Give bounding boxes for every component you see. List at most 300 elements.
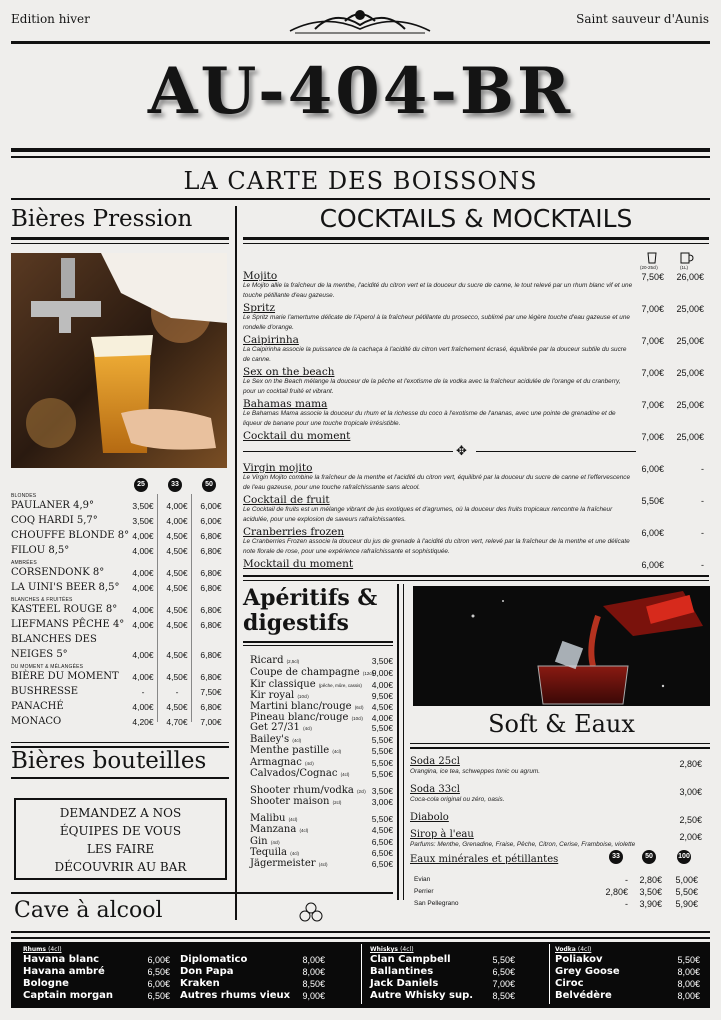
size-50-icon: 50 xyxy=(202,478,216,492)
beer-price: 4,00€ xyxy=(132,546,154,556)
spirits-volume: (4cl) xyxy=(48,946,62,953)
aperitif-price: 9,50€ xyxy=(371,691,393,701)
aperitif-label: Menthe pastille xyxy=(250,745,330,756)
spirit-row xyxy=(555,954,700,966)
spirits-heading xyxy=(555,946,700,954)
beer-price: 4,00€ xyxy=(166,516,188,526)
size-25-icon: 25 xyxy=(134,478,148,492)
spirit-row xyxy=(23,954,170,966)
spirit-price: 8,50€ xyxy=(302,979,325,989)
aperitif-label: Ricard xyxy=(250,655,284,666)
drink-price-pitcher: 25,00€ xyxy=(676,336,704,346)
aperitif-price: 4,50€ xyxy=(371,702,393,712)
drink-name: Cranberries frozen xyxy=(243,526,345,538)
aperitif-name xyxy=(250,796,341,807)
beer-price: 3,50€ xyxy=(132,516,154,526)
water-price: 5,90€ xyxy=(675,899,698,909)
spirit-name: Diplomatico xyxy=(180,954,248,965)
beer-price: 4,20€ xyxy=(132,717,154,727)
note-line: DÉCOUVRIR AU BAR xyxy=(54,860,187,874)
aperitif-price: 3,50€ xyxy=(371,786,393,796)
beer-price: 4,00€ xyxy=(132,650,154,660)
drink-name: Cocktail de fruit xyxy=(243,494,330,506)
aperitif-row xyxy=(250,847,393,858)
aperitif-price: 4,50€ xyxy=(371,825,393,835)
aperitif-price: 4,00€ xyxy=(371,713,393,723)
spirit-name: Poliakov xyxy=(555,954,603,965)
drink-name: Caipirinha xyxy=(243,334,299,346)
diamond-ornament-icon: ✥ xyxy=(456,444,467,459)
aperitif-price: 6,50€ xyxy=(371,837,393,847)
water-name: Evian xyxy=(414,876,431,883)
spirit-row xyxy=(23,978,170,990)
beer-row xyxy=(11,500,226,514)
aperitif-row xyxy=(250,785,393,796)
water-price: 2,80€ xyxy=(605,887,628,897)
soft-name: Soda 25cl xyxy=(410,756,460,767)
spirits-column xyxy=(370,946,515,1002)
water-name: Perrier xyxy=(414,888,434,895)
drink-price-pitcher: - xyxy=(701,496,704,506)
spirit-price: 5,50€ xyxy=(492,955,515,965)
spirit-name: Havana blanc xyxy=(23,954,100,965)
spirit-name: Don Papa xyxy=(180,966,234,977)
bottle-beer-title: Bières bouteilles xyxy=(11,748,207,774)
drink-price-glass: 7,50€ xyxy=(641,272,664,282)
beer-price: 4,00€ xyxy=(166,501,188,511)
beer-price: 4,00€ xyxy=(132,702,154,712)
aperitif-row xyxy=(250,722,393,733)
drink-price-pitcher: - xyxy=(701,560,704,570)
aperitif-name xyxy=(250,757,314,768)
water-50-icon: 50 xyxy=(642,850,656,864)
spirit-name: Autres rhums vieux xyxy=(180,990,291,1001)
beer-name: PAULANER 4,9° xyxy=(11,500,94,511)
beer-name: BUSHRESSE xyxy=(11,686,79,697)
spirits-column xyxy=(555,946,700,1002)
soft-title: Soft & Eaux xyxy=(488,710,635,738)
aperitif-volume: (4cl) xyxy=(305,761,314,766)
beer-row xyxy=(11,716,226,730)
aperitif-name xyxy=(250,679,362,690)
drink-price-glass: 7,00€ xyxy=(641,304,664,314)
aperitif-row xyxy=(250,858,393,869)
spirit-name: Grey Goose xyxy=(555,966,620,977)
aperitif-name xyxy=(250,824,308,835)
drink-description: Le Mojito allie la fraîcheur de la menthe, l'acidité du citron vert et la douceur du sucre de canne, le tout relevé par un rhum blanc vif et une touche pétillante d'eau gazeuse. xyxy=(243,282,633,299)
soft-name: Soda 33cl xyxy=(410,784,460,795)
drink-price-pitcher: 25,00€ xyxy=(676,368,704,378)
drink-description: La Caipirinha associe la puissance de la cachaça à l'acidité du citron vert fraîchement écrasé, équilibrée par la douceur subtile du sucre de canne. xyxy=(243,346,627,363)
spirit-row xyxy=(555,978,700,990)
aperitif-price: 6,50€ xyxy=(371,859,393,869)
aperitif-volume: (12cl) xyxy=(362,671,375,676)
aperitif-label: Malibu xyxy=(250,813,286,824)
beer-price: 4,50€ xyxy=(166,583,188,593)
aperitif-volume: (4cl) xyxy=(288,817,298,822)
beer-row xyxy=(11,530,226,544)
aperitif-label: Jägermeister xyxy=(250,858,316,869)
water-price: - xyxy=(625,899,628,909)
beer-name: BIÈRE DU MOMENT xyxy=(11,671,119,682)
spirit-price: 6,00€ xyxy=(147,955,170,965)
beer-price: 4,00€ xyxy=(132,672,154,682)
water-33-icon: 33 xyxy=(609,850,623,864)
beer-row xyxy=(11,686,226,700)
beer-name: KASTEEL ROUGE 8° xyxy=(11,604,118,615)
note-line: DEMANDEZ A NOS xyxy=(59,806,182,820)
beer-row xyxy=(11,582,226,596)
water-price: - xyxy=(625,875,628,885)
drink-description: Le Cranberries Frozen associe la douceur du jus de grenade à l'acidité du citron vert, relevé par la fraîcheur de la menthe et une délicate note florale de rose, pour une expérience rafraîchissante et sophistiquée. xyxy=(243,538,630,555)
aperitif-label: Kir classique xyxy=(250,679,316,690)
aperitif-label: Bailey's xyxy=(250,734,290,745)
drink-name: Mojito xyxy=(243,270,278,282)
beer-row xyxy=(11,515,226,529)
size-33-icon: 33 xyxy=(168,478,182,492)
spirit-name: Bologne xyxy=(23,978,69,989)
drink-description: Le Bahamas Mama associe la douceur du rhum et la richesse du coco à l'exotisme de l'ananas, avec une pointe de grenadine et de liqueur de banane pour une touche tropicale irrésistible. xyxy=(243,410,616,427)
soft-price: 3,00€ xyxy=(679,787,702,797)
beer-price: 4,50€ xyxy=(166,605,188,615)
drink-name: Cocktail du moment xyxy=(243,430,351,442)
beer-price: 6,80€ xyxy=(200,568,222,578)
beer-name: NEIGES 5° xyxy=(11,649,68,660)
beer-price: 4,50€ xyxy=(166,702,188,712)
beer-row xyxy=(11,634,226,648)
aperitifs-title-line: Apéritifs & xyxy=(243,585,378,611)
beer-price: 4,50€ xyxy=(166,620,188,630)
aperitif-row xyxy=(250,690,393,701)
spirit-row xyxy=(555,990,700,1002)
aperitif-name xyxy=(250,813,297,824)
beer-price: 4,50€ xyxy=(166,672,188,682)
aperitif-name xyxy=(250,655,299,666)
spirit-price: 5,50€ xyxy=(677,955,700,965)
aperitif-row xyxy=(250,745,393,756)
aperitif-volume: (10cl) xyxy=(351,716,363,721)
aperitif-name xyxy=(250,722,312,733)
aperitif-row xyxy=(250,836,393,847)
beer-price: 4,70€ xyxy=(166,717,188,727)
spirit-row xyxy=(180,990,325,1002)
beer-price: 4,00€ xyxy=(132,620,154,630)
aperitif-price: 5,50€ xyxy=(371,746,393,756)
spirits-heading xyxy=(370,946,515,954)
spirit-row xyxy=(370,990,515,1002)
note-line: LES FAIRE xyxy=(86,842,155,856)
aperitif-name xyxy=(250,785,366,796)
aperitif-price: 5,50€ xyxy=(371,758,393,768)
beer-price: - xyxy=(141,687,145,697)
aperitif-price: 5,50€ xyxy=(371,723,393,733)
spirit-row xyxy=(370,978,515,990)
drink-price-pitcher: 25,00€ xyxy=(676,400,704,410)
beer-row xyxy=(11,701,226,715)
soft-description: Orangina, ice tea, schweppes tonic ou agrum. xyxy=(410,768,541,775)
menu-subtitle: LA CARTE DES BOISSONS xyxy=(183,167,538,195)
aperitif-price: 3,50€ xyxy=(371,656,393,666)
spirit-price: 9,00€ xyxy=(302,991,325,1001)
beer-category-label: DU MOMENT & MÉLANGÉES xyxy=(11,664,84,670)
beer-price: 6,80€ xyxy=(200,672,222,682)
spirit-price: 6,00€ xyxy=(147,979,170,989)
beer-name: COQ HARDI 5,7° xyxy=(11,515,98,526)
aperitif-volume: (4cl) xyxy=(270,840,280,845)
bottle-beer-note xyxy=(14,798,227,880)
aperitif-name xyxy=(250,836,280,847)
spirit-price: 8,00€ xyxy=(677,979,700,989)
aperitif-label: Martini blanc/rouge xyxy=(250,701,352,712)
aperitif-volume: (2cl) xyxy=(357,789,366,794)
spirits-heading-label: Rhums xyxy=(23,946,46,953)
beer-price: 4,50€ xyxy=(166,546,188,556)
drink-price-glass: 5,50€ xyxy=(641,496,664,506)
spirits-heading-label: Whiskys xyxy=(370,946,398,953)
water-price: 3,90€ xyxy=(639,899,662,909)
aperitif-volume: (pêche, mûre, cassis) xyxy=(318,683,362,688)
ornament-icon xyxy=(285,3,435,37)
brand-title: AU-404-BR xyxy=(147,54,574,129)
water-price: 5,50€ xyxy=(675,887,698,897)
aperitif-volume: (4cl) xyxy=(292,738,302,743)
spirit-price: 8,00€ xyxy=(677,967,700,977)
aperitif-label: Shooter rhum/vodka xyxy=(250,785,354,796)
beer-price: 6,80€ xyxy=(200,583,222,593)
pitcher-icon xyxy=(678,251,694,265)
aperitif-label: Armagnac xyxy=(250,757,302,768)
aperitif-name xyxy=(250,768,349,779)
beer-price: 6,80€ xyxy=(200,650,222,660)
beer-name: MONACO xyxy=(11,716,62,727)
beer-price: 4,50€ xyxy=(166,531,188,541)
drink-description: Le Sex on the Beach mélange la douceur de la pêche et l'exotisme de la vodka avec la fraîcheur acidulée de l'orange et du cranberry, pour un cocktail fruité et vibrant. xyxy=(243,378,621,395)
drink-description: Le Cocktail de fruits est un mélange vibrant de jus exotiques et d'agrumes, où la douceur des fruits tropicaux rencontre la fraîcheur acidulée, pour une explosion de saveurs rafraîchissantes. xyxy=(243,506,613,523)
drink-price-glass: 7,00€ xyxy=(641,400,664,410)
spirits-heading xyxy=(23,946,170,954)
soft-description: Coca-cola original ou zéro, oasis. xyxy=(410,796,505,803)
aperitif-label: Kir royal xyxy=(250,690,295,701)
beer-price: 6,80€ xyxy=(200,702,222,712)
aperitif-label: Calvados/Cognac xyxy=(250,768,338,779)
beer-name: LIEFMANS PÊCHE 4° xyxy=(11,619,125,630)
aperitif-volume: (2cl) xyxy=(332,800,342,805)
aperitif-price: 3,00€ xyxy=(371,797,393,807)
spirits-column xyxy=(180,946,325,1002)
aperitif-name xyxy=(250,734,301,745)
aperitif-volume: (4cl) xyxy=(299,828,309,833)
spirit-price: 8,00€ xyxy=(302,967,325,977)
glass-size-label: (20-25cl) xyxy=(640,265,658,270)
beer-price: 4,50€ xyxy=(166,568,188,578)
beer-price: 6,80€ xyxy=(200,531,222,541)
beer-price: 4,00€ xyxy=(132,568,154,578)
drink-description: Le Virgin Mojito combine la fraîcheur de la menthe et l'acidité du citron vert, équilibré par la douceur du sucre de canne et l'effervescence de l'eau gazeuse, pour une touche rafraîchissante sans alcool. xyxy=(243,474,631,491)
pitcher-size-label: (1L) xyxy=(680,265,689,270)
aperitif-volume: (2,5cl) xyxy=(286,659,300,664)
spirit-price: 8,00€ xyxy=(677,991,700,1001)
aperitif-row xyxy=(250,824,393,835)
aperitif-volume: (6cl) xyxy=(354,705,364,710)
aperitif-row xyxy=(250,667,393,678)
draft-beer-title: Bières Pression xyxy=(11,206,193,232)
spirits-column xyxy=(23,946,170,1002)
edition-label: Edition hiver xyxy=(11,12,90,26)
spirit-row xyxy=(370,966,515,978)
water-name: San Pellegrano xyxy=(414,900,459,907)
aperitif-row xyxy=(250,734,393,745)
waters-title: Eaux minérales et pétillantes xyxy=(410,854,559,865)
beer-price: 6,00€ xyxy=(200,516,222,526)
spirit-row xyxy=(180,954,325,966)
beer-row xyxy=(11,649,226,663)
beer-category-label: BLANCHES & FRUITÉES xyxy=(11,597,73,603)
aperitif-name xyxy=(250,858,327,869)
aperitif-name xyxy=(250,745,341,756)
beer-name: CHOUFFE BLONDE 8° xyxy=(11,530,130,541)
beer-row xyxy=(11,619,226,633)
spirits-volume: (4cl) xyxy=(577,946,592,953)
aperitif-row xyxy=(250,679,393,690)
spirit-name: Clan Campbell xyxy=(370,954,451,965)
spirit-name: Ballantines xyxy=(370,966,434,977)
beer-name: LA UINI'S BEER 8,5° xyxy=(11,582,120,593)
aperitif-row xyxy=(250,701,393,712)
drink-name: Bahamas mama xyxy=(243,398,328,410)
beer-name: FILOU 8,5° xyxy=(11,545,70,556)
aperitif-name xyxy=(250,690,309,701)
beer-price: 6,80€ xyxy=(200,546,222,556)
spirit-price: 8,00€ xyxy=(302,955,325,965)
spirit-name: Kraken xyxy=(180,978,220,989)
aperitif-row xyxy=(250,655,393,666)
drink-name: Virgin mojito xyxy=(243,462,313,474)
aperitif-volume: (4cl) xyxy=(303,726,312,731)
drink-price-glass: 7,00€ xyxy=(641,368,664,378)
aperitif-volume: (4cl) xyxy=(290,851,299,856)
aperitif-volume: (10cl) xyxy=(297,694,309,699)
beer-row xyxy=(11,604,226,618)
spirit-price: 6,50€ xyxy=(147,991,170,1001)
spirit-price: 6,50€ xyxy=(147,967,170,977)
drink-description: Le Spritz marie l'amertume délicate de l'Aperol à la fraîcheur pétillante du prosecco, sublimé par une légère touche d'eau gazeuse et une rondelle d'orange. xyxy=(243,314,630,331)
drink-price-pitcher: - xyxy=(701,464,704,474)
spirit-name: Havana ambré xyxy=(23,966,105,977)
aperitif-name xyxy=(250,667,374,678)
aperitif-price: 9,00€ xyxy=(371,668,393,678)
soft-description: Parfums: Menthe, Grenadine, Fraise, Pêche, Citron, Cerise, Framboise, violette xyxy=(410,841,636,848)
drink-price-pitcher: 26,00€ xyxy=(676,272,704,282)
drink-price-glass: 6,00€ xyxy=(641,464,664,474)
spirit-name: Autre Whisky sup. xyxy=(370,990,474,1001)
aperitif-row xyxy=(250,813,393,824)
spirit-row xyxy=(23,990,170,1002)
aperitif-name xyxy=(250,701,364,712)
beer-category-label: AMBRÉES xyxy=(11,560,37,566)
beer-name: PANACHÉ xyxy=(11,701,64,712)
aperitif-price: 5,50€ xyxy=(371,769,393,779)
soft-price: 2,00€ xyxy=(679,832,702,842)
beer-price: 7,00€ xyxy=(200,717,222,727)
spirit-price: 6,50€ xyxy=(492,967,515,977)
spirit-row xyxy=(370,954,515,966)
spirit-name: Ciroc xyxy=(555,978,584,989)
water-100-icon: 100 xyxy=(677,850,691,864)
aperitif-label: Gin xyxy=(250,836,268,847)
beer-price: 6,80€ xyxy=(200,605,222,615)
aperitifs-title xyxy=(243,586,377,636)
water-price: 5,00€ xyxy=(675,875,698,885)
clover-ornament-icon xyxy=(296,900,326,926)
spirits-heading-label: Vodka xyxy=(555,946,576,953)
beer-price: 4,00€ xyxy=(132,531,154,541)
water-price: 2,80€ xyxy=(639,875,662,885)
beer-row xyxy=(11,671,226,685)
beer-price: - xyxy=(175,687,179,697)
spirit-price: 7,00€ xyxy=(492,979,515,989)
spirit-row xyxy=(180,966,325,978)
drink-name: Mocktail du moment xyxy=(243,558,354,570)
drink-name: Sex on the beach xyxy=(243,366,335,378)
soft-name: Sirop à l'eau xyxy=(410,829,474,840)
drink-price-glass: 7,00€ xyxy=(641,432,664,442)
spirit-row xyxy=(180,978,325,990)
beer-price: 4,00€ xyxy=(132,583,154,593)
aperitif-price: 6,50€ xyxy=(371,848,393,858)
aperitif-label: Coupe de champagne xyxy=(250,667,360,678)
beer-tap-photo xyxy=(11,253,227,468)
beer-price: 7,50€ xyxy=(200,687,222,697)
beer-category-label: BLONDES xyxy=(11,493,37,499)
aperitif-volume: (4cl) xyxy=(340,772,350,777)
spirit-row xyxy=(555,966,700,978)
soda-photo xyxy=(413,586,710,706)
drink-price-glass: 6,00€ xyxy=(641,528,664,538)
beer-price: 3,50€ xyxy=(132,501,154,511)
cocktails-title: COCKTAILS & MOCKTAILS xyxy=(319,204,633,233)
beer-name: CORSENDONK 8° xyxy=(11,567,105,578)
aperitif-price: 5,50€ xyxy=(371,735,393,745)
water-price: 3,50€ xyxy=(639,887,662,897)
aperitif-label: Tequila xyxy=(250,847,288,858)
aperitif-volume: (4cl) xyxy=(318,862,328,867)
aperitif-label: Manzana xyxy=(250,824,297,835)
drink-price-pitcher: 25,00€ xyxy=(676,304,704,314)
cave-title: Cave à alcool xyxy=(14,898,163,923)
spirit-name: Belvédère xyxy=(555,990,612,1001)
spirits-heading xyxy=(180,946,325,954)
beer-name: BLANCHES DES xyxy=(11,634,97,645)
beer-price: 6,80€ xyxy=(200,620,222,630)
aperitif-row xyxy=(250,757,393,768)
aperitif-price: 4,00€ xyxy=(371,680,393,690)
note-line: ÉQUIPES DE VOUS xyxy=(59,824,182,838)
spirit-name: Captain morgan xyxy=(23,990,114,1001)
aperitif-row xyxy=(250,768,393,779)
aperitif-label: Pineau blanc/rouge xyxy=(250,712,349,723)
location-label: Saint sauveur d'Aunis xyxy=(576,12,709,26)
drink-price-pitcher: - xyxy=(701,528,704,538)
spirit-row xyxy=(23,966,170,978)
spirit-name: Jack Daniels xyxy=(370,978,439,989)
aperitifs-title-line: digestifs xyxy=(243,610,349,636)
aperitif-name xyxy=(250,847,299,858)
beer-row xyxy=(11,545,226,559)
soft-price: 2,80€ xyxy=(679,759,702,769)
aperitif-volume: (4cl) xyxy=(332,749,342,754)
aperitif-label: Shooter maison xyxy=(250,796,330,807)
soft-price: 2,50€ xyxy=(679,815,702,825)
